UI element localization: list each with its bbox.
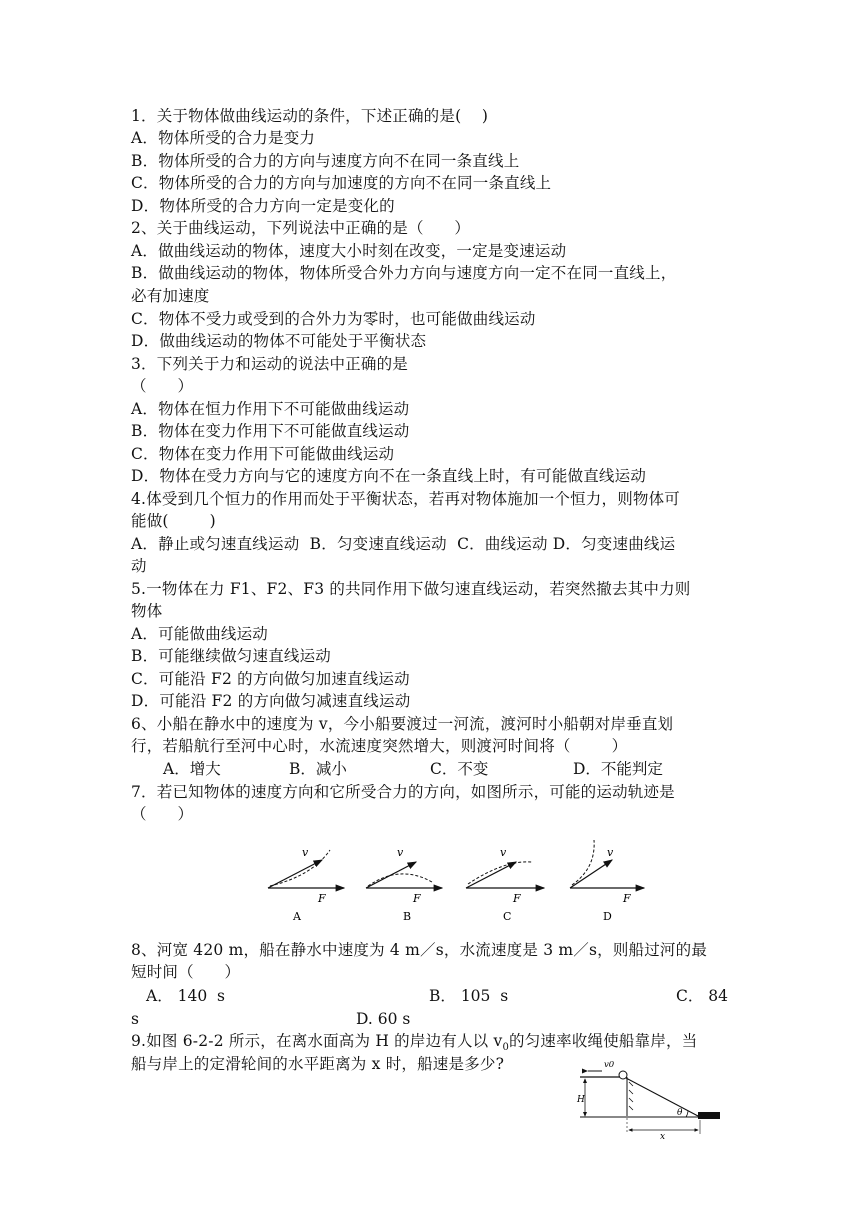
q3-stem: 3．下列关于力和运动的说法中正确的是 (131, 355, 408, 373)
q9-stem-subscript: 0 (502, 1042, 510, 1054)
force-label: F (318, 892, 326, 905)
theta-label: θ (677, 1108, 683, 1118)
q3-answer-paren: （ ） (131, 377, 194, 395)
velocity-label: v (607, 846, 614, 859)
force-label: F (413, 892, 421, 905)
q4-options-wrap: 动 (131, 557, 147, 575)
q5-option-b: B．可能继续做匀速直线运动 (131, 647, 331, 665)
trajectory-curve (572, 840, 594, 885)
q7-figure-b (366, 846, 442, 923)
q8-stem-line2: 短时间（ ） (131, 963, 241, 981)
q5-option-a: A．可能做曲线运动 (131, 625, 268, 643)
q3-option-c: C．物体在变力作用下可能做曲线运动 (131, 445, 395, 463)
force-label: F (623, 892, 631, 905)
q7-figure-d (570, 840, 644, 923)
q8-option-c-unit: s (131, 1010, 139, 1028)
q6-stem-line1: 6、小船在静水中的速度为 v，今小船要渡过一河流，渡河时小船朝对岸垂直划 (131, 715, 674, 733)
q9-stem-part1: 9.如图 6-2-2 所示，在离水面高为 H 的岸边有人以 v (131, 1032, 503, 1050)
velocity-arrow (570, 860, 612, 888)
q4-stem-line1: 4.体受到几个恒力的作用而处于平衡状态，若再对物体施加一个恒力，则物体可 (131, 490, 680, 508)
q1-option-b: B．物体所受的合力的方向与速度方向不在同一条直线上 (131, 152, 520, 170)
q6-option-a: A．增大 (163, 760, 221, 778)
q5-option-d: D．可能沿 F2 的方向做匀减速直线运动 (131, 692, 411, 710)
q2-option-b-line1: B．做曲线运动的物体，物体所受合外力方向与速度方向一定不在同一直线上， (131, 264, 677, 282)
q3-option-d: D．物体在受力方向与它的速度方向不在一条直线上时，有可能做直线运动 (131, 467, 647, 485)
q6-option-b: B．减小 (289, 760, 347, 778)
q2-option-d: D．做曲线运动的物体不可能处于平衡状态 (131, 332, 427, 350)
velocity-label: v (397, 846, 404, 859)
q4-stem-line2: 能做( ) (131, 512, 216, 530)
q3-option-a: A．物体在恒力作用下不可能做曲线运动 (131, 400, 410, 418)
q6-stem-line2: 行，若船航行至河中心时，水流速度突然增大，则渡河时间将（ ） (131, 737, 628, 755)
bank-hatching (629, 1082, 633, 1110)
h-label: H (577, 1095, 585, 1105)
rope (626, 1078, 698, 1116)
q1-option-d: D．物体所受的合力方向一定是变化的 (131, 197, 395, 215)
q8-stem-line1: 8、河宽 420 m，船在静水中速度为 4 m／s，水流速度是 3 m／s，则船过河的最 (131, 941, 708, 959)
q5-stem-line2: 物体 (131, 602, 163, 620)
q8-option-b: B． 105 s (429, 987, 509, 1005)
q6-option-c: C．不变 (430, 760, 489, 778)
q7-stem-line1: 7．若已知物体的速度方向和它所受合力的方向，如图所示，可能的运动轨迹是 (131, 783, 675, 801)
q5-option-c: C．可能沿 F2 的方向做匀加速直线运动 (131, 670, 410, 688)
trajectory-curve (468, 862, 532, 884)
x-label: x (660, 1132, 666, 1140)
q6-option-d: D．不能判定 (573, 760, 663, 778)
q5-stem-line1: 5.一物体在力 F1、F2、F3 的共同作用下做匀速直线运动，若突然撤去其中力则 (131, 580, 691, 598)
velocity-arrow (268, 860, 322, 888)
figure-label-d: D (603, 910, 612, 923)
boat-icon (698, 1112, 720, 1119)
q8-option-c: C． 84 (676, 987, 729, 1005)
q7-stem-line2: （ ） (131, 805, 194, 823)
q3-option-b: B．物体在变力作用下不可能做直线运动 (131, 422, 410, 440)
q2-stem: 2、关于曲线运动，下列说法中正确的是（ ） (131, 219, 471, 237)
q9-boat-pulley-figure (574, 1058, 724, 1140)
trajectory-curve (368, 874, 432, 886)
figure-label-c: C (503, 910, 512, 923)
q8-option-d: D. 60 s (356, 1010, 411, 1028)
trajectory-curve (270, 850, 330, 886)
q1-option-a: A．物体所受的合力是变力 (131, 129, 316, 147)
figure-label-a: A (293, 910, 301, 923)
velocity-arrow (466, 862, 516, 888)
q1-option-c: C．物体所受的合力的方向与加速度的方向不在同一条直线上 (131, 174, 552, 192)
q2-option-c: C．物体不受力或受到的合外力为零时，也可能做曲线运动 (131, 310, 536, 328)
q9-stem-line2: 船与岸上的定滑轮间的水平距离为 x 时，船速是多少? (131, 1055, 505, 1073)
q7-figure-a (268, 846, 344, 923)
q8-option-a: A． 140 s (146, 987, 226, 1005)
q7-figure-c (466, 846, 544, 923)
q2-option-b-line2: 必有加速度 (131, 287, 210, 305)
angle-arc (686, 1111, 688, 1117)
q7-trajectory-figure (260, 838, 660, 928)
velocity-label: v (302, 846, 309, 859)
v0-label: v0 (604, 1060, 615, 1070)
velocity-label: v (500, 846, 507, 859)
q2-option-a: A．做曲线运动的物体，速度大小时刻在改变，一定是变速运动 (131, 242, 567, 260)
pulley-icon (619, 1071, 627, 1079)
q9-stem-part2: 的匀速率收绳使船靠岸，当 (509, 1032, 698, 1050)
q1-stem: 1．关于物体做曲线运动的条件，下述正确的是( ) (131, 107, 489, 125)
q4-options: A．静止或匀速直线运动 B．匀变速直线运动 C．曲线运动 D．匀变速曲线运 (131, 535, 676, 553)
figure-label-b: B (403, 910, 412, 923)
force-label: F (513, 892, 521, 905)
